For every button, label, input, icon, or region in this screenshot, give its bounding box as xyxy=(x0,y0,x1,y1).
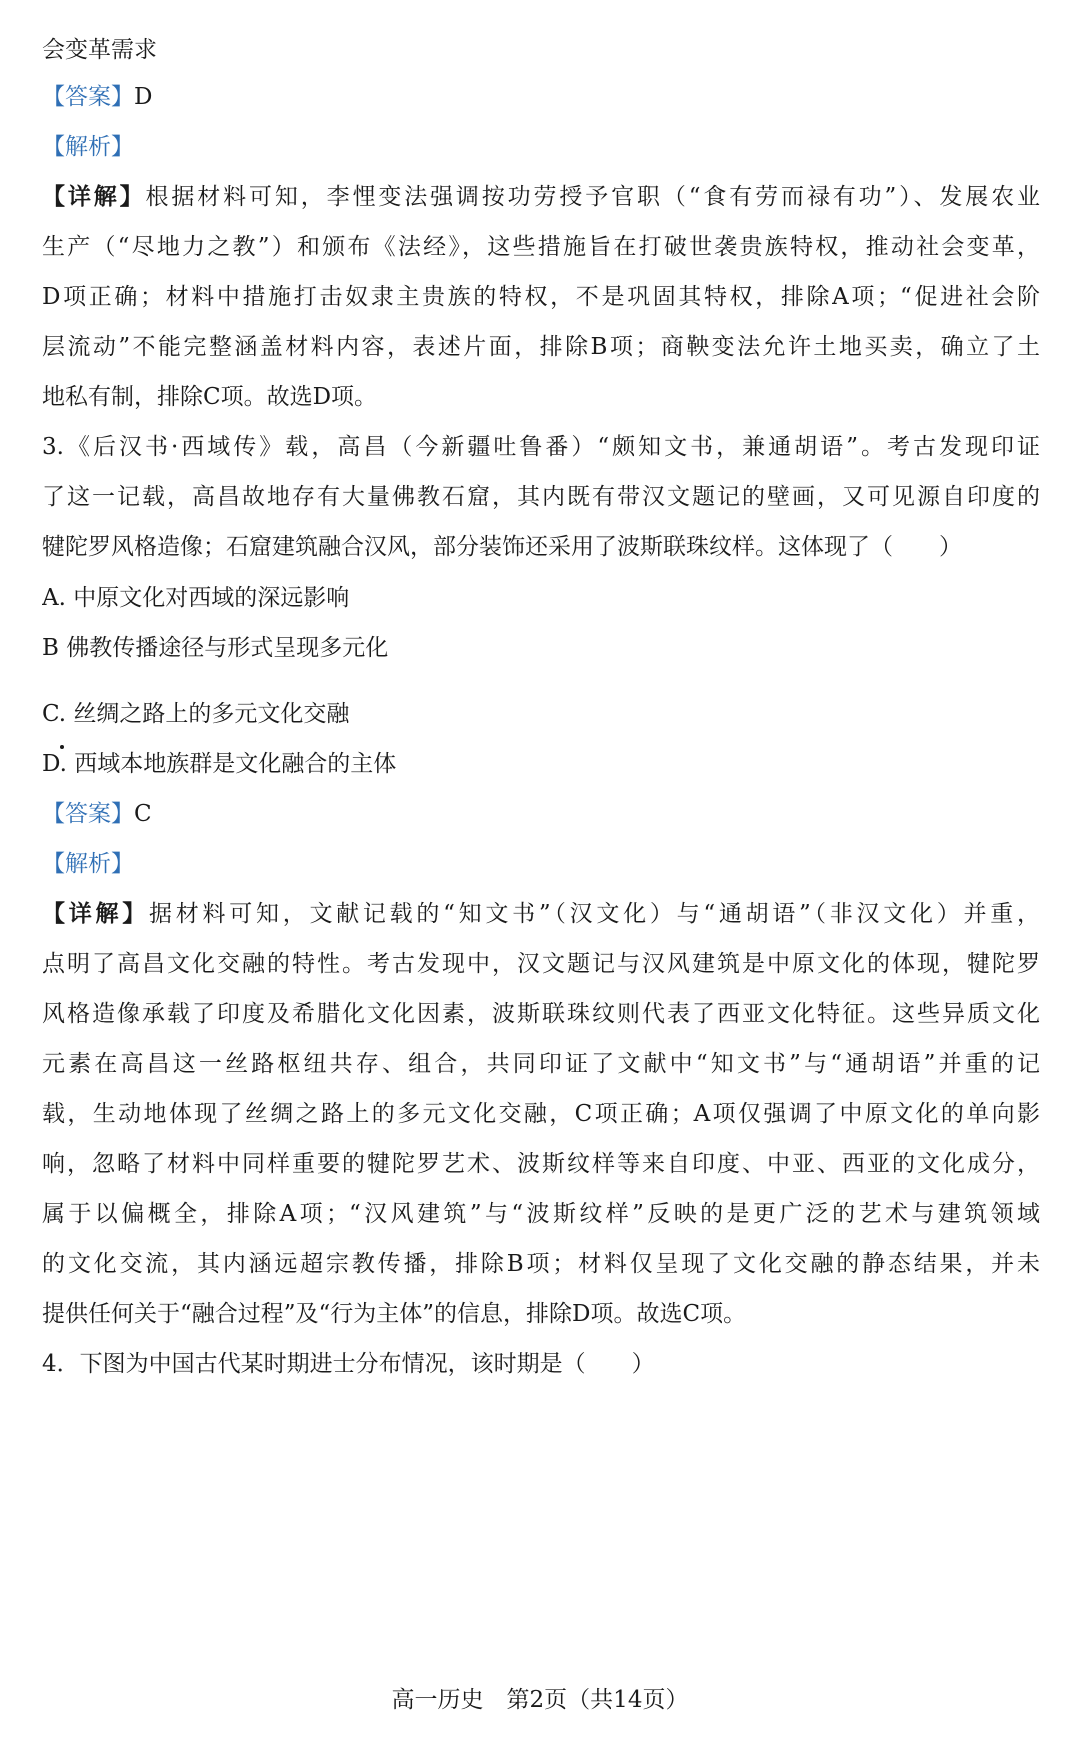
text-line: 载，生动地体现了丝绸之路上的多元文化交融，C项正确；A项仅强调了中原文化的单向影 xyxy=(42,1101,1040,1127)
option-c: C. 丝绸之路上的多元文化交融 xyxy=(42,701,350,727)
question-3-line: 犍陀罗风格造像；石窟建筑融合汉风，部分装饰还采用了波斯联珠纹样。这体现了（ ） xyxy=(42,534,962,560)
text-line: 元素在高昌这一丝路枢纽共存、组合，共同印证了文献中“知文书”与“通胡语”并重的记 xyxy=(42,1051,1040,1077)
option-a: A. 中原文化对西域的深远影响 xyxy=(42,585,350,611)
text-line: 风格造像承载了印度及希腊化文化因素，波斯联珠纹则代表了西亚文化特征。这些异质文化 xyxy=(42,1001,1040,1027)
option-d: D. 西域本地族群是文化融合的主体 xyxy=(42,751,397,777)
analysis-row xyxy=(42,131,1040,163)
text-line: 点明了高昌文化交融的特性。考古发现中，汉文题记与汉风建筑是中原文化的体现，犍陀罗 xyxy=(42,951,1040,977)
answer-row xyxy=(42,81,1040,113)
analysis-row xyxy=(42,848,1040,880)
question-4-line: 4．下图为中国古代某时期进士分布情况，该时期是（ ） xyxy=(42,1351,655,1377)
detail-label: 【详解】 xyxy=(42,900,149,927)
answer-row xyxy=(42,798,1040,830)
detail-text: 根据材料可知，李悝变法强调按功劳授予官职（“食有劳而禄有功”）、发展农业 xyxy=(145,184,1040,210)
answer-value: C xyxy=(134,801,152,827)
text-line: 响，忽略了材料中同样重要的犍陀罗艺术、波斯纹样等来自印度、中亚、西亚的文化成分， xyxy=(42,1151,1040,1177)
option-b: B 佛教传播途径与形式呈现多元化 xyxy=(42,635,389,661)
text-line: 生产（“尽地力之教”）和颁布《法经》，这些措施旨在打破世袭贵族特权，推动社会变革， xyxy=(42,234,1040,260)
question-3-line: 3.《后汉书·西域传》载，高昌（今新疆吐鲁番）“颇知文书，兼通胡语”。考古发现印证 xyxy=(42,434,1040,460)
detail-row xyxy=(42,898,1040,930)
page-footer: 高一历史 第2页（共14页） xyxy=(391,1687,689,1713)
detail-text: 据材料可知，文献记载的“知文书”（汉文化）与“通胡语”（非汉文化）并重， xyxy=(148,901,1040,927)
analysis-label: 【解析】 xyxy=(42,134,134,160)
text-line: D项正确；材料中措施打击奴隶主贵族的特权，不是巩固其特权，排除A项；“促进社会阶 xyxy=(42,284,1040,310)
detail-row xyxy=(42,181,1040,213)
answer-value: D xyxy=(134,84,153,110)
answer-label: 【答案】 xyxy=(42,84,134,110)
text-line: 会变革需求 xyxy=(42,37,157,63)
answer-label: 【答案】 xyxy=(42,801,134,827)
question-3-line: 了这一记载，高昌故地存有大量佛教石窟，其内既有带汉文题记的壁画，又可见源自印度的 xyxy=(42,484,1040,510)
analysis-label: 【解析】 xyxy=(42,851,134,877)
text-line: 层流动”不能完整涵盖材料内容，表述片面，排除B项；商鞅变法允许土地买卖，确立了土 xyxy=(42,334,1040,360)
text-line: 地私有制，排除C项。故选D项。 xyxy=(42,384,378,410)
text-line: 提供任何关于“融合过程”及“行为主体”的信息，排除D项。故选C项。 xyxy=(42,1301,747,1327)
text-line: 的文化交流，其内涵远超宗教传播，排除B项；材料仅呈现了文化交融的静态结果，并未 xyxy=(42,1251,1040,1277)
text-line: 属于以偏概全，排除A项；“汉风建筑”与“波斯纹样”反映的是更广泛的艺术与建筑领域 xyxy=(42,1201,1040,1227)
detail-label: 【详解】 xyxy=(42,183,146,210)
